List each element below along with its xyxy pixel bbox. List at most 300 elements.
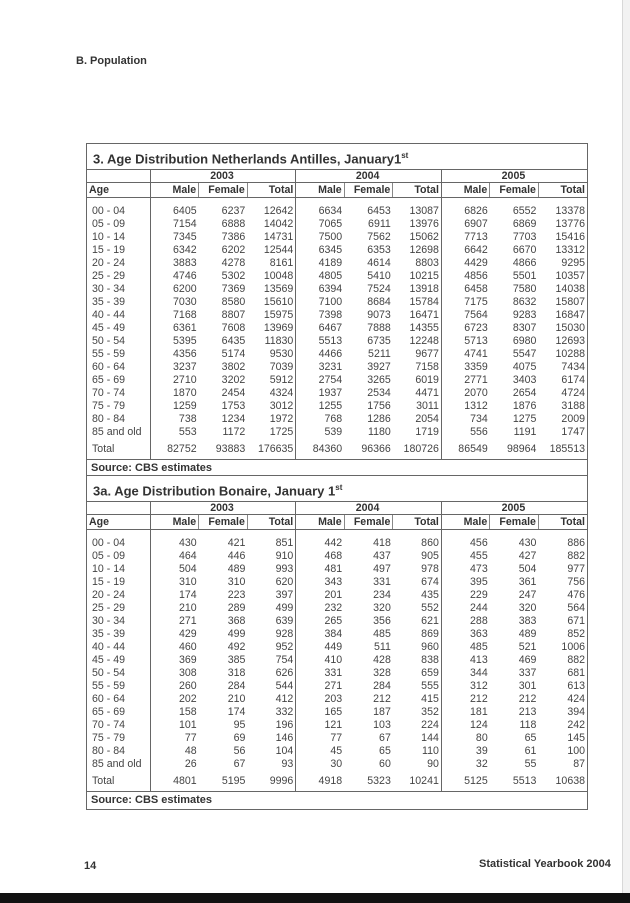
cell-value: 1275 xyxy=(512,413,537,425)
cell-value: 5410 xyxy=(367,270,391,282)
table-row xyxy=(87,244,587,257)
cell-value: 12642 xyxy=(263,205,294,217)
cell-value: 10357 xyxy=(555,270,585,282)
age-group: 55 - 59 xyxy=(92,348,125,360)
cell-value: 69 xyxy=(233,732,246,744)
age-group: 05 - 09 xyxy=(92,218,125,230)
cell-value: 674 xyxy=(421,576,439,588)
total-value: 4801 xyxy=(150,771,198,791)
cell-value: 860 xyxy=(421,537,439,549)
total-value: 82752 xyxy=(150,439,198,459)
total-value: 5323 xyxy=(367,775,391,787)
cell-value: 671 xyxy=(567,615,585,627)
cell-value: 552 xyxy=(421,602,439,614)
col-header-male: Male xyxy=(296,515,344,530)
table-row xyxy=(87,413,587,426)
cell-value: 928 xyxy=(275,628,294,640)
col-header-total: Total xyxy=(393,515,442,530)
cell-value: 1937 xyxy=(296,387,344,400)
cell-value: 5713 xyxy=(441,335,489,348)
table-row xyxy=(87,309,587,322)
table-row xyxy=(87,283,587,296)
age-group: 85 and old xyxy=(92,758,142,770)
cell-value: 343 xyxy=(296,576,344,589)
cell-value: 13776 xyxy=(555,218,585,230)
cell-value: 437 xyxy=(373,550,391,562)
cell-value: 429 xyxy=(150,628,198,641)
age-group: 50 - 54 xyxy=(92,667,125,679)
age-group: 25 - 29 xyxy=(92,602,125,614)
cell-value: 734 xyxy=(441,413,489,426)
cell-value: 187 xyxy=(373,706,391,718)
cell-value: 1747 xyxy=(561,426,585,438)
table-row xyxy=(87,602,587,615)
cell-value: 555 xyxy=(421,680,439,692)
data-table xyxy=(87,170,587,459)
cell-value: 118 xyxy=(519,719,537,731)
cell-value: 421 xyxy=(227,537,246,549)
cell-value: 361 xyxy=(518,576,537,588)
cell-value: 90 xyxy=(427,758,439,770)
cell-value: 6826 xyxy=(441,205,489,218)
cell-value: 3802 xyxy=(221,361,246,373)
cell-value: 681 xyxy=(567,667,585,679)
total-label: Total xyxy=(92,443,115,455)
cell-value: 93 xyxy=(281,758,294,770)
cell-value: 449 xyxy=(296,641,344,654)
cell-value: 415 xyxy=(421,693,439,705)
cell-value: 7713 xyxy=(441,231,489,244)
cell-value: 6200 xyxy=(150,283,198,296)
total-value: 86549 xyxy=(441,439,489,459)
cell-value: 6467 xyxy=(296,322,344,335)
cell-value: 288 xyxy=(441,615,489,628)
cell-value: 7030 xyxy=(150,296,198,309)
cell-value: 110 xyxy=(421,745,439,757)
total-value: 96366 xyxy=(361,443,391,455)
cell-value: 7524 xyxy=(367,283,391,295)
cell-value: 3927 xyxy=(367,361,391,373)
cell-value: 978 xyxy=(421,563,439,575)
cell-value: 356 xyxy=(373,615,391,627)
table-row xyxy=(87,628,587,641)
cell-value: 6670 xyxy=(512,244,537,256)
col-header-male: Male xyxy=(441,515,489,530)
cell-value: 55 xyxy=(524,758,537,770)
cell-value: 564 xyxy=(567,602,585,614)
col-header-female: Female xyxy=(490,183,539,198)
cell-value: 7386 xyxy=(221,231,246,243)
cell-value: 768 xyxy=(296,413,344,426)
col-header-female: Female xyxy=(344,515,393,530)
table-row xyxy=(87,589,587,602)
total-row xyxy=(87,439,587,459)
cell-value: 146 xyxy=(275,732,294,744)
cell-value: 271 xyxy=(296,680,344,693)
cell-value: 851 xyxy=(275,537,294,549)
total-value: 93883 xyxy=(215,443,246,455)
cell-value: 6342 xyxy=(150,244,198,257)
cell-value: 6642 xyxy=(441,244,489,257)
cell-value: 952 xyxy=(275,641,294,653)
cell-value: 80 xyxy=(441,732,489,745)
total-value: 10638 xyxy=(555,775,585,787)
table-row xyxy=(87,361,587,374)
cell-value: 460 xyxy=(150,641,198,654)
table-row xyxy=(87,719,587,732)
cell-value: 158 xyxy=(150,706,198,719)
cell-value: 754 xyxy=(275,654,294,666)
cell-value: 13976 xyxy=(409,218,439,230)
cell-value: 6019 xyxy=(415,374,439,386)
total-value: 84360 xyxy=(296,439,344,459)
table-row xyxy=(87,732,587,745)
cell-value: 12544 xyxy=(263,244,294,256)
cell-value: 7154 xyxy=(150,218,198,231)
cell-value: 556 xyxy=(441,426,489,439)
cell-value: 6911 xyxy=(368,218,391,230)
cell-value: 499 xyxy=(227,628,246,640)
cell-value: 3237 xyxy=(150,361,198,374)
cell-value: 223 xyxy=(227,589,246,601)
table-row xyxy=(87,576,587,589)
cell-value: 6361 xyxy=(150,322,198,335)
table-row xyxy=(87,335,587,348)
cell-value: 960 xyxy=(421,641,439,653)
cell-value: 5211 xyxy=(368,348,391,360)
cell-value: 489 xyxy=(518,628,537,640)
cell-value: 7562 xyxy=(367,231,391,243)
cell-value: 260 xyxy=(150,680,198,693)
cell-value: 473 xyxy=(441,563,489,576)
cell-value: 13312 xyxy=(555,244,585,256)
col-header-total: Total xyxy=(247,515,295,530)
age-group: 45 - 49 xyxy=(92,322,125,334)
table-row xyxy=(87,296,587,309)
cell-value: 308 xyxy=(150,667,198,680)
cell-value: 384 xyxy=(296,628,344,641)
age-group: 75 - 79 xyxy=(92,732,125,744)
cell-value: 489 xyxy=(227,563,246,575)
cell-value: 2054 xyxy=(415,413,439,425)
cell-value: 352 xyxy=(421,706,439,718)
cell-value: 3403 xyxy=(512,374,537,386)
col-header-male: Male xyxy=(296,183,344,198)
cell-value: 5501 xyxy=(512,270,537,282)
cell-value: 14042 xyxy=(263,218,294,230)
cell-value: 6202 xyxy=(221,244,246,256)
cell-value: 3012 xyxy=(269,400,294,412)
cell-value: 6723 xyxy=(441,322,489,335)
cell-value: 6394 xyxy=(296,283,344,296)
total-value: 180726 xyxy=(403,443,439,455)
total-value: 9996 xyxy=(269,775,294,787)
total-value: 185513 xyxy=(549,443,585,455)
cell-value: 499 xyxy=(275,602,294,614)
cell-value: 104 xyxy=(275,745,294,757)
age-group: 85 and old xyxy=(92,426,142,438)
cell-value: 13918 xyxy=(409,283,439,295)
cell-value: 910 xyxy=(275,550,294,562)
cell-value: 65 xyxy=(379,745,391,757)
cell-value: 265 xyxy=(296,615,344,628)
age-group: 55 - 59 xyxy=(92,680,125,692)
table-bonaire xyxy=(86,475,588,810)
table-row xyxy=(87,348,587,361)
cell-value: 394 xyxy=(567,706,585,718)
cell-value: 442 xyxy=(296,537,344,550)
cell-value: 9677 xyxy=(415,348,439,360)
cell-value: 4466 xyxy=(296,348,344,361)
cell-value: 284 xyxy=(373,680,391,692)
cell-value: 412 xyxy=(275,693,294,705)
cell-value: 8684 xyxy=(367,296,391,308)
cell-value: 456 xyxy=(441,537,489,550)
age-group: 25 - 29 xyxy=(92,270,125,282)
cell-value: 6453 xyxy=(367,205,391,217)
cell-value: 4429 xyxy=(441,257,489,270)
cell-value: 332 xyxy=(275,706,294,718)
cell-value: 100 xyxy=(567,745,585,757)
cell-value: 1006 xyxy=(561,641,585,653)
cell-value: 6888 xyxy=(221,218,246,230)
cell-value: 242 xyxy=(567,719,585,731)
cell-value: 1719 xyxy=(415,426,439,438)
cell-value: 464 xyxy=(150,550,198,563)
cell-value: 9073 xyxy=(367,309,391,321)
cell-value: 369 xyxy=(150,654,198,667)
cell-value: 4724 xyxy=(561,387,585,399)
cell-value: 15784 xyxy=(409,296,439,308)
cell-value: 1172 xyxy=(222,426,246,438)
cell-value: 344 xyxy=(441,667,489,680)
total-label: Total xyxy=(92,775,115,787)
cell-value: 4741 xyxy=(441,348,489,361)
cell-value: 413 xyxy=(441,654,489,667)
cell-value: 77 xyxy=(296,732,344,745)
age-group: 10 - 14 xyxy=(92,231,125,243)
cell-value: 1286 xyxy=(367,413,391,425)
cell-value: 7398 xyxy=(296,309,344,322)
table-row xyxy=(87,680,587,693)
age-group: 30 - 34 xyxy=(92,615,125,627)
cell-value: 430 xyxy=(150,537,198,550)
cell-value: 196 xyxy=(275,719,294,731)
cell-value: 331 xyxy=(296,667,344,680)
year-header: 2004 xyxy=(296,170,442,183)
cell-value: 7345 xyxy=(150,231,198,244)
col-header-female: Female xyxy=(199,515,248,530)
cell-value: 4075 xyxy=(512,361,537,373)
table-row xyxy=(87,654,587,667)
cell-value: 87 xyxy=(573,758,585,770)
cell-value: 1259 xyxy=(150,400,198,413)
cell-value: 469 xyxy=(518,654,537,666)
cell-value: 424 xyxy=(567,693,585,705)
cell-value: 613 xyxy=(567,680,585,692)
year-header-blank xyxy=(87,170,150,183)
cell-value: 9283 xyxy=(512,309,537,321)
col-header-male: Male xyxy=(441,183,489,198)
cell-value: 13087 xyxy=(409,205,439,217)
cell-value: 16471 xyxy=(409,309,439,321)
col-header-male: Male xyxy=(150,515,198,530)
cell-value: 6634 xyxy=(296,205,344,218)
col-header-female: Female xyxy=(199,183,248,198)
total-row xyxy=(87,771,587,791)
year-header-blank xyxy=(87,502,150,515)
cell-value: 6353 xyxy=(367,244,391,256)
total-value: 4918 xyxy=(296,771,344,791)
total-value: 5125 xyxy=(441,771,489,791)
cell-value: 2654 xyxy=(512,387,537,399)
cell-value: 476 xyxy=(567,589,585,601)
age-group: 00 - 04 xyxy=(92,205,125,217)
cell-value: 26 xyxy=(150,758,198,771)
cell-value: 13969 xyxy=(263,322,294,334)
cell-value: 7158 xyxy=(415,361,439,373)
cell-value: 103 xyxy=(373,719,391,731)
cell-value: 7500 xyxy=(296,231,344,244)
table-row xyxy=(87,706,587,719)
cell-value: 621 xyxy=(421,615,439,627)
cell-value: 13378 xyxy=(555,205,585,217)
cell-value: 32 xyxy=(441,758,489,771)
cell-value: 6237 xyxy=(221,205,246,217)
cell-value: 8807 xyxy=(221,309,246,321)
table-title: 3. Age Distribution Netherlands Antilles, January1st xyxy=(87,144,587,170)
cell-value: 5912 xyxy=(269,374,294,386)
cell-value: 7580 xyxy=(512,283,537,295)
cell-value: 738 xyxy=(150,413,198,426)
cell-value: 1234 xyxy=(221,413,246,425)
cell-value: 101 xyxy=(150,719,198,732)
cell-value: 12693 xyxy=(555,335,585,347)
cell-value: 2754 xyxy=(296,374,344,387)
cell-value: 1180 xyxy=(368,426,391,438)
cell-value: 385 xyxy=(227,654,246,666)
cell-value: 6458 xyxy=(441,283,489,296)
col-header-total: Total xyxy=(538,515,587,530)
total-value: 5513 xyxy=(512,775,537,787)
table-row xyxy=(87,400,587,413)
cell-value: 626 xyxy=(275,667,294,679)
cell-value: 3011 xyxy=(416,400,439,412)
cell-value: 39 xyxy=(441,745,489,758)
cell-value: 15807 xyxy=(555,296,585,308)
age-group: 65 - 69 xyxy=(92,706,125,718)
cell-value: 7564 xyxy=(441,309,489,322)
cell-value: 5395 xyxy=(150,335,198,348)
cell-value: 6869 xyxy=(512,218,537,230)
year-header: 2005 xyxy=(441,502,587,515)
cell-value: 7703 xyxy=(512,231,537,243)
table-row xyxy=(87,387,587,400)
cell-value: 181 xyxy=(441,706,489,719)
cell-value: 4324 xyxy=(269,387,294,399)
cell-value: 1255 xyxy=(296,400,344,413)
cell-value: 310 xyxy=(227,576,246,588)
table-row xyxy=(87,270,587,283)
cell-value: 318 xyxy=(227,667,246,679)
table-row xyxy=(87,257,587,270)
cell-value: 9530 xyxy=(269,348,294,360)
cell-value: 3359 xyxy=(441,361,489,374)
table-row xyxy=(87,426,587,439)
cell-value: 7888 xyxy=(367,322,391,334)
cell-value: 6345 xyxy=(296,244,344,257)
cell-value: 521 xyxy=(518,641,537,653)
cell-value: 10288 xyxy=(555,348,585,360)
running-footer: Statistical Yearbook 2004 xyxy=(479,858,611,870)
cell-value: 511 xyxy=(373,641,391,653)
table-netherlands-antilles xyxy=(86,143,588,478)
cell-value: 67 xyxy=(379,732,391,744)
cell-value: 4189 xyxy=(296,257,344,270)
cell-value: 232 xyxy=(296,602,344,615)
age-group: 45 - 49 xyxy=(92,654,125,666)
total-value: 5195 xyxy=(221,775,246,787)
cell-value: 2454 xyxy=(221,387,246,399)
age-group: 60 - 64 xyxy=(92,361,125,373)
cell-value: 838 xyxy=(421,654,439,666)
cell-value: 10215 xyxy=(409,270,439,282)
cell-value: 145 xyxy=(567,732,585,744)
cell-value: 144 xyxy=(421,732,439,744)
col-header-age: Age xyxy=(87,515,150,530)
cell-value: 481 xyxy=(296,563,344,576)
cell-value: 244 xyxy=(441,602,489,615)
cell-value: 4746 xyxy=(150,270,198,283)
cell-value: 6735 xyxy=(367,335,391,347)
cell-value: 539 xyxy=(296,426,344,439)
cell-value: 234 xyxy=(373,589,391,601)
cell-value: 165 xyxy=(296,706,344,719)
cell-value: 4856 xyxy=(441,270,489,283)
table-row xyxy=(87,374,587,387)
age-group: 20 - 24 xyxy=(92,589,125,601)
age-group: 10 - 14 xyxy=(92,563,125,575)
cell-value: 320 xyxy=(518,602,537,614)
cell-value: 492 xyxy=(227,641,246,653)
cell-value: 7168 xyxy=(150,309,198,322)
cell-value: 67 xyxy=(233,758,246,770)
age-group: 40 - 44 xyxy=(92,641,125,653)
cell-value: 544 xyxy=(275,680,294,692)
cell-value: 56 xyxy=(233,745,246,757)
age-group: 70 - 74 xyxy=(92,719,125,731)
cell-value: 10048 xyxy=(263,270,294,282)
cell-value: 3231 xyxy=(296,361,344,374)
cell-value: 2534 xyxy=(367,387,391,399)
table-row xyxy=(87,758,587,771)
cell-value: 77 xyxy=(150,732,198,745)
cell-value: 363 xyxy=(441,628,489,641)
cell-value: 202 xyxy=(150,693,198,706)
table-row xyxy=(87,537,587,550)
cell-value: 121 xyxy=(296,719,344,732)
age-group: 75 - 79 xyxy=(92,400,125,412)
cell-value: 8632 xyxy=(512,296,537,308)
cell-value: 124 xyxy=(441,719,489,732)
cell-value: 4356 xyxy=(150,348,198,361)
cell-value: 977 xyxy=(567,563,585,575)
cell-value: 2771 xyxy=(441,374,489,387)
cell-value: 48 xyxy=(150,745,198,758)
cell-value: 7369 xyxy=(221,283,246,295)
cell-value: 6980 xyxy=(512,335,537,347)
col-header-total: Total xyxy=(247,183,296,198)
